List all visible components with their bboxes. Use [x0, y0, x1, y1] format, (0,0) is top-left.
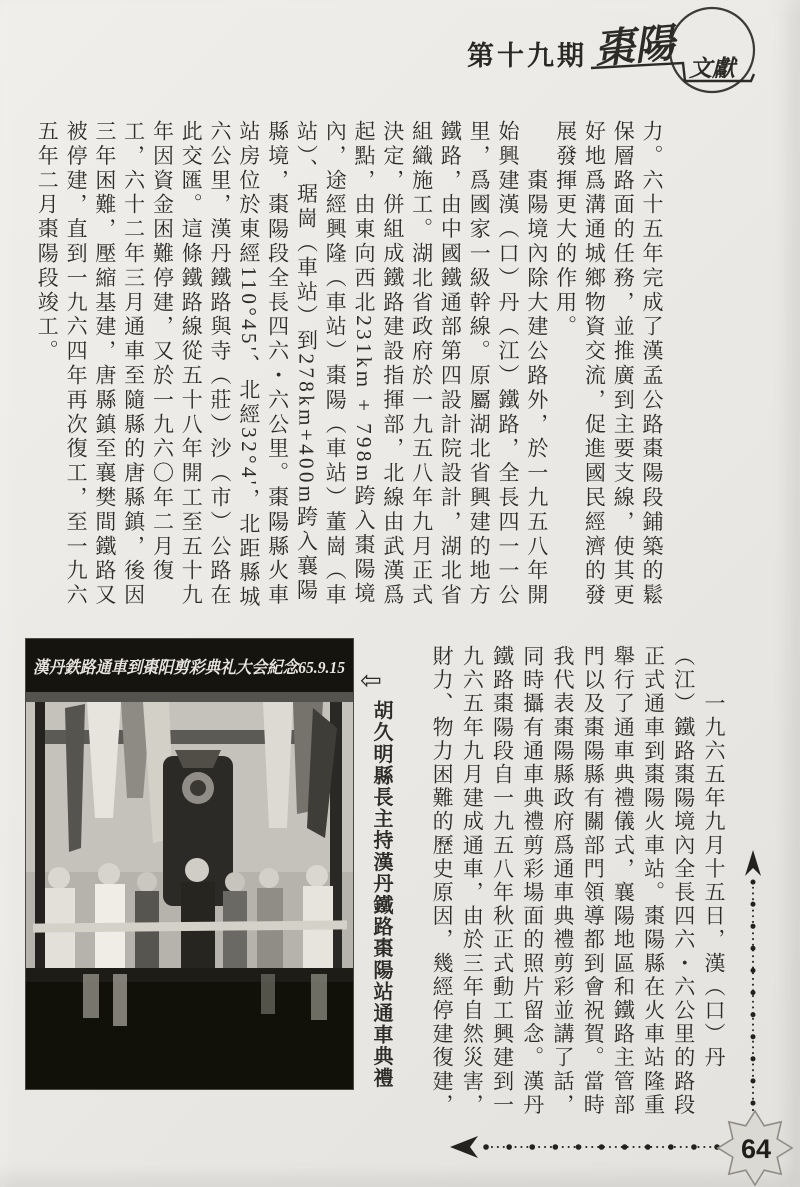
text-column: 一九六五年九月十五日，漢（口）丹: [702, 645, 726, 1070]
text-column: 三年困難，壓縮基建，唐縣鎮至襄樊間鐵路又: [92, 120, 117, 608]
text-column: 被停建，直到一九六四年再次復工，至一九六: [64, 120, 89, 608]
text-column: 鐵路棗陽段自一九五八年秋正式動工興建到一: [490, 645, 515, 1117]
text-column: 此交匯。這條鐵路線從五十八年開工至五十九: [179, 120, 204, 608]
text-column: 五年二月棗陽段竣工。: [35, 120, 60, 364]
text-column: 九六五年九月建成通車，由於三年自然災害，: [460, 645, 485, 1117]
text-column: 里，爲國家一級幹線。原屬湖北省興建的地方: [467, 120, 492, 608]
text-column: 正式通車到棗陽火車站。棗陽縣在火車站隆重: [641, 645, 666, 1117]
photo-caption: 胡久明縣長主持漢丹鐵路棗陽站通車典禮: [370, 700, 392, 1089]
masthead-logo: [583, 2, 783, 113]
text-column: 年因資金困難停建，又於一九六〇年二月復: [150, 120, 175, 584]
text-column: 我代表棗陽縣政府爲通車典禮剪彩並講了話，: [550, 645, 575, 1117]
text-column: 起點，由東向西北231km + 798m跨入棗陽境: [352, 120, 377, 607]
text-column: 決定，併組成鐵路建設指揮部，北線由武漢爲: [380, 120, 405, 608]
brand-sub-text: 文獻: [689, 56, 735, 81]
text-column: 力。六十五年完成了漢孟公路棗陽段鋪築的鬆: [640, 120, 664, 608]
text-column: 站房位於東經110°45'、北經32°4'，北距縣城: [236, 120, 261, 610]
text-column: 組織施工。湖北省政府於一九五八年九月正式: [409, 120, 434, 608]
page-number: 64: [740, 1134, 772, 1164]
ceremony-photo: [25, 638, 354, 1090]
left-arrow-icon: ⇦: [360, 666, 382, 696]
article-lower-text: [426, 645, 729, 1127]
text-column: 舉行了通車典禮儀式，襄陽地區和鐵路主管部: [611, 645, 636, 1117]
text-column: 站）、琚崗（車站）到278km+400m跨入襄陽: [294, 120, 319, 604]
text-column: 內，途經興隆（車站）棗陽（車站）董崗（車: [323, 120, 348, 608]
text-column: 鐵路，由中國鐵通部第四設計院設計，湖北省: [438, 120, 463, 608]
dotted-rule-horizontal: [448, 1129, 724, 1170]
text-column: 縣境，棗陽段全長四六・六公里。棗陽縣火車: [265, 120, 290, 608]
text-column: 同時攝有通車典禮剪彩場面的照片留念。漢丹: [520, 645, 545, 1117]
text-column: 財力、物力困難的歷史原因，幾經停建復建，: [430, 645, 455, 1117]
left-arrowhead-icon: [450, 1136, 478, 1158]
text-column: 展發揮更大的作用。: [553, 120, 578, 340]
article-upper-text: [30, 120, 666, 642]
issue-label: 第十九期: [467, 41, 587, 71]
text-column: 好地爲溝通城鄉物資交流，促進國民經濟的發: [582, 120, 607, 608]
text-column: 工，六十二年三月通車至隨縣的唐縣鎮，後因: [121, 120, 146, 608]
brand-main-text: 棗陽: [592, 20, 677, 73]
text-column: 六公里，漢丹鐵路與寺（莊）沙（市）公路在: [208, 120, 233, 608]
text-column: 門以及棗陽縣有關部門領導都到會祝賀。當時: [581, 645, 606, 1117]
text-column: 始興建漢（口）丹（江）鐵路，全長四一一公: [496, 120, 521, 608]
ceremony-photo-art: [25, 638, 354, 1090]
page-number-badge: [715, 1108, 795, 1187]
up-arrow-icon: [745, 850, 761, 876]
text-column: （江）鐵路棗陽境內全長四六・六公里的路段: [671, 645, 696, 1117]
text-column: 保層路面的任務，並推廣到主要支線，使其更: [611, 120, 636, 608]
photo-banner-text: 漢丹鉄路通車到棗阳剪彩典礼大会紀念65.9.15: [33, 658, 346, 677]
masthead-art: [583, 2, 783, 108]
dotted-rule-vertical: [737, 848, 769, 1121]
text-column: 棗陽境內除大建公路外，於一九五八年開: [524, 120, 549, 608]
